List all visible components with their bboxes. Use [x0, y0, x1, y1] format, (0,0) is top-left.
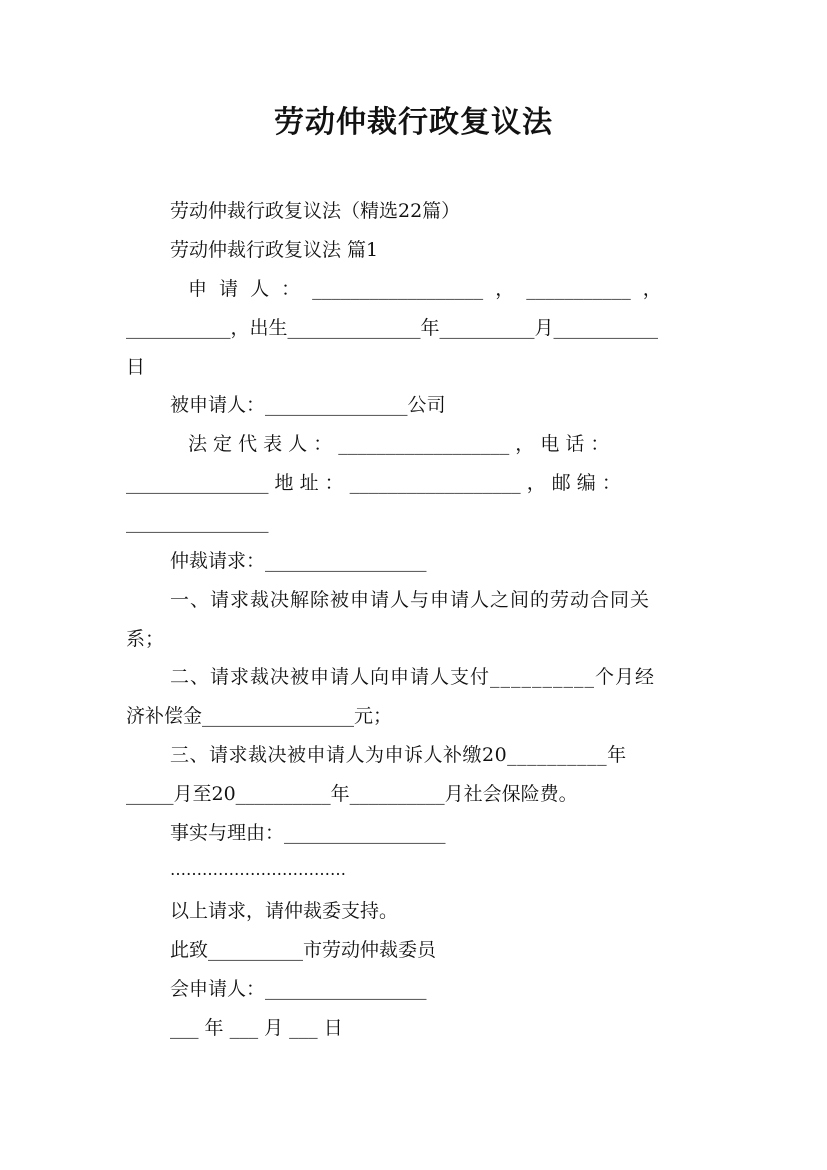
- document-title: 劳动仲裁行政复议法: [274, 105, 553, 140]
- respondent-line: 被申请人：_______________公司: [170, 394, 446, 416]
- facts-heading: 事实与理由：_________________: [170, 822, 446, 844]
- date-line: ___ 年 ___ 月 ___ 日: [170, 1017, 343, 1039]
- subtitle-line: 劳动仲裁行政复议法（精选22篇）: [170, 200, 461, 222]
- applicant-birth-day: 日: [126, 356, 146, 378]
- legal-rep-line: 法 定 代 表 人 ： __________________ ， 电 话 ：: [188, 433, 610, 455]
- applicant-line: 申 请 人 ： __________________ ， ___________ ，: [188, 278, 662, 300]
- postcode-line: _______________: [126, 511, 269, 533]
- claim-3-line-2: _____月至20__________年__________月社会保险费。: [126, 783, 578, 805]
- addressee-line: 此致__________市劳动仲裁委员: [170, 939, 437, 961]
- claim-3-line-1: 三、请求裁决被申请人为申诉人补缴20__________年: [170, 744, 627, 766]
- ellipsis-line: ……………………………: [170, 860, 346, 879]
- address-line: _______________ 地 址 ： __________________ ， 邮 编 ：: [126, 472, 621, 494]
- closing-request: 以上请求，请仲裁委支持。: [170, 900, 399, 922]
- claim-2-line-1: 二、请求裁决被申请人向申请人支付__________个月经: [170, 666, 656, 688]
- claim-1-line-1: 一、请求裁决解除被申请人与申请人之间的劳动合同关: [170, 589, 651, 611]
- claim-1-line-2: 系；: [126, 628, 165, 650]
- applicant-birth-line: ___________，出生______________年__________月___________: [126, 317, 659, 339]
- claims-heading: 仲裁请求：_________________: [170, 550, 427, 572]
- signature-line: 会申请人：_________________: [170, 978, 427, 1000]
- claim-2-line-2: 济补偿金________________元；: [126, 705, 393, 727]
- section-heading: 劳动仲裁行政复议法 篇1: [170, 239, 379, 261]
